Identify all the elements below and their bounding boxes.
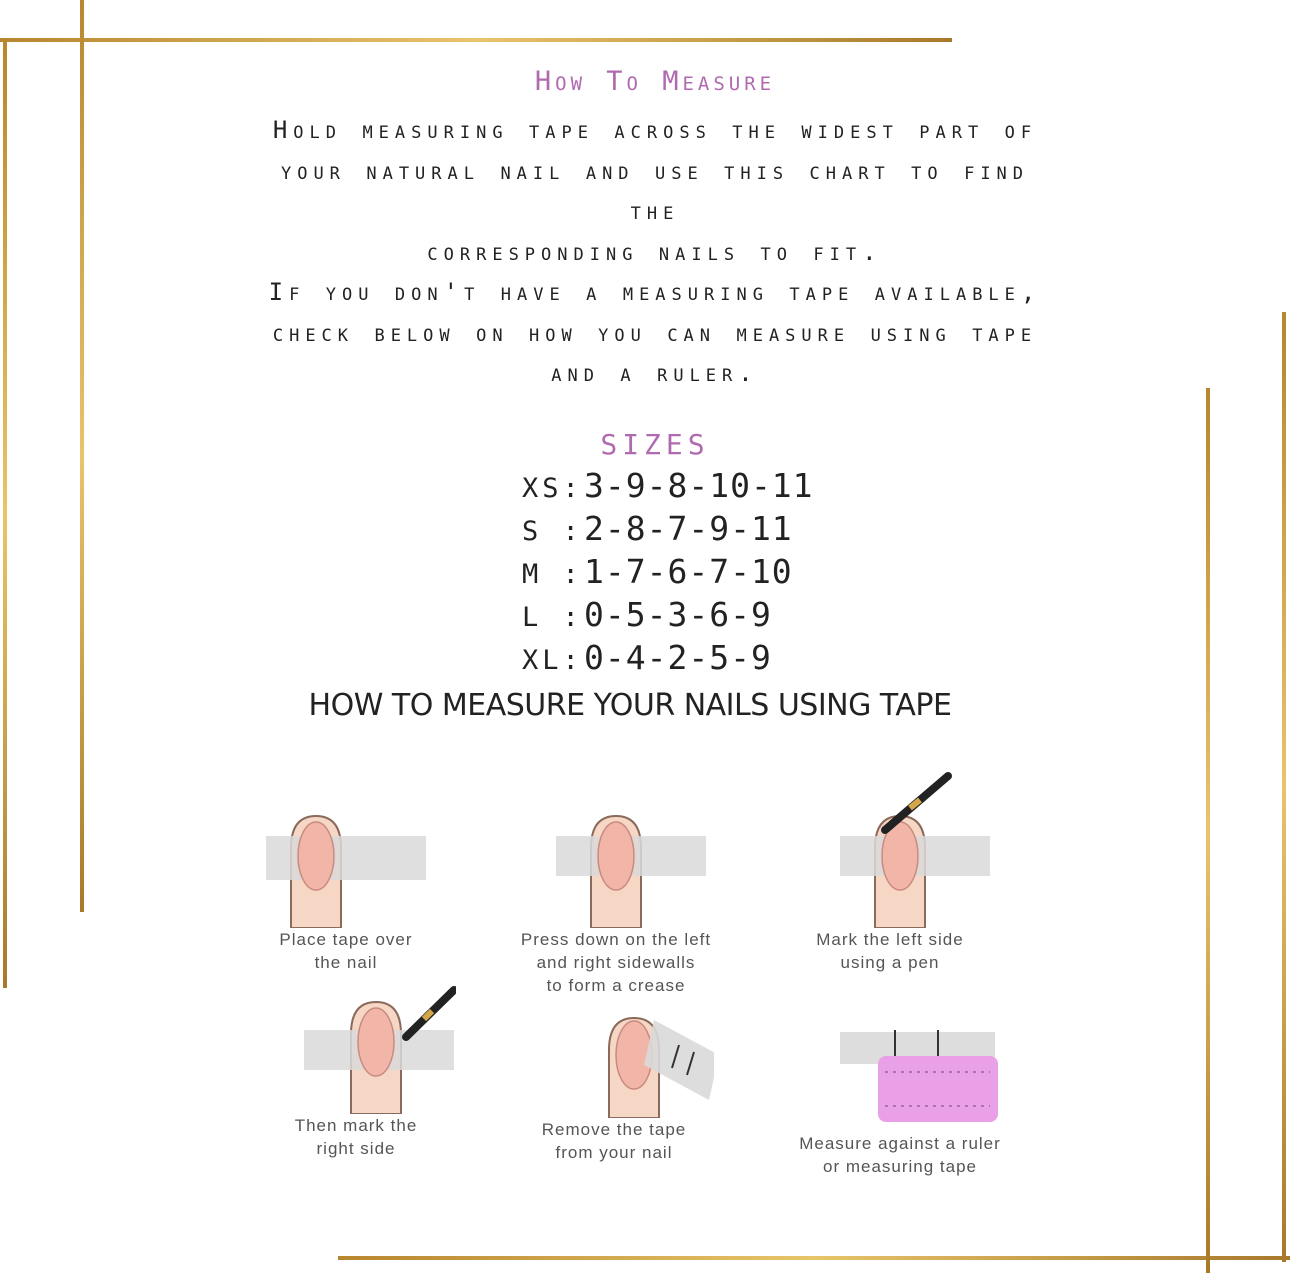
size-label: L : (522, 602, 583, 633)
intro-line: the (630, 197, 680, 225)
intro-line: and a ruler. (551, 359, 759, 387)
remove-tape-illustration (514, 1010, 714, 1118)
step-caption (484, 1118, 744, 1164)
intro-line: If you don't have a measuring tape available, (268, 278, 1042, 306)
size-row-s (522, 509, 793, 549)
step-caption (216, 928, 476, 974)
intro-line: corresponding nails to fit. (427, 237, 883, 266)
intro-line: your natural nail and use this chart to find (280, 156, 1030, 185)
size-row-xl (522, 638, 772, 678)
step-mark-left (760, 770, 1020, 974)
caption-line: Remove the tape (541, 1120, 687, 1139)
size-label: M : (522, 559, 583, 590)
intro-line: check below on how you can measure using tape (272, 318, 1038, 347)
page-title: How To Measure (534, 66, 776, 97)
caption-line: and right sidewalls (536, 953, 696, 972)
caption-line: to form a crease (546, 976, 686, 995)
size-label: XL: (522, 645, 583, 676)
frame-bottom-line (338, 1256, 1290, 1260)
size-value: 0-4-2-5-9 (584, 638, 772, 677)
size-row-m (522, 552, 793, 592)
frame-top-line (0, 38, 952, 42)
size-label: XS: (522, 473, 583, 504)
size-row-xs (522, 466, 814, 506)
size-row-l (522, 595, 772, 635)
step-caption (760, 928, 1020, 974)
step-measure-ruler (770, 1022, 1030, 1178)
step-mark-right (226, 982, 486, 1160)
caption-line: right side (316, 1139, 396, 1158)
step-press-sidewalls (486, 808, 746, 997)
intro-line: Hold measuring tape across the widest part of (272, 116, 1038, 144)
step-caption (226, 1114, 486, 1160)
measure-ruler-illustration (800, 1022, 1000, 1132)
caption-line: using a pen (840, 953, 940, 972)
intro-text (160, 110, 1150, 394)
caption-line: Then mark the (294, 1116, 418, 1135)
size-value: 2-8-7-9-11 (584, 509, 793, 548)
step-remove-tape (484, 1010, 744, 1164)
step-place-tape (216, 808, 476, 974)
caption-line: Measure against a ruler (799, 1134, 1001, 1153)
size-value: 3-9-8-10-11 (584, 466, 814, 505)
caption-line: Place tape over (279, 930, 413, 949)
size-value: 1-7-6-7-10 (584, 552, 793, 591)
caption-line: or measuring tape (822, 1157, 978, 1176)
step-caption (770, 1132, 1030, 1178)
caption-line: Press down on the left (520, 930, 712, 949)
mark-left-illustration (790, 770, 990, 928)
caption-line: from your nail (555, 1143, 673, 1162)
size-label: S : (522, 516, 583, 547)
place-tape-illustration (246, 808, 446, 928)
caption-line: Mark the left side (816, 930, 964, 949)
caption-line: the nail (314, 953, 378, 972)
tape-method-heading: HOW TO MEASURE YOUR NAILS USING TAPE (308, 688, 952, 723)
step-caption (486, 928, 746, 997)
mark-right-illustration (256, 982, 456, 1114)
sizes-heading: SIZES (600, 428, 710, 461)
frame-left-outer-line (3, 38, 7, 988)
press-crease-illustration (516, 808, 716, 928)
size-value: 0-5-3-6-9 (584, 595, 772, 634)
frame-right-inner-line (1206, 388, 1210, 1273)
